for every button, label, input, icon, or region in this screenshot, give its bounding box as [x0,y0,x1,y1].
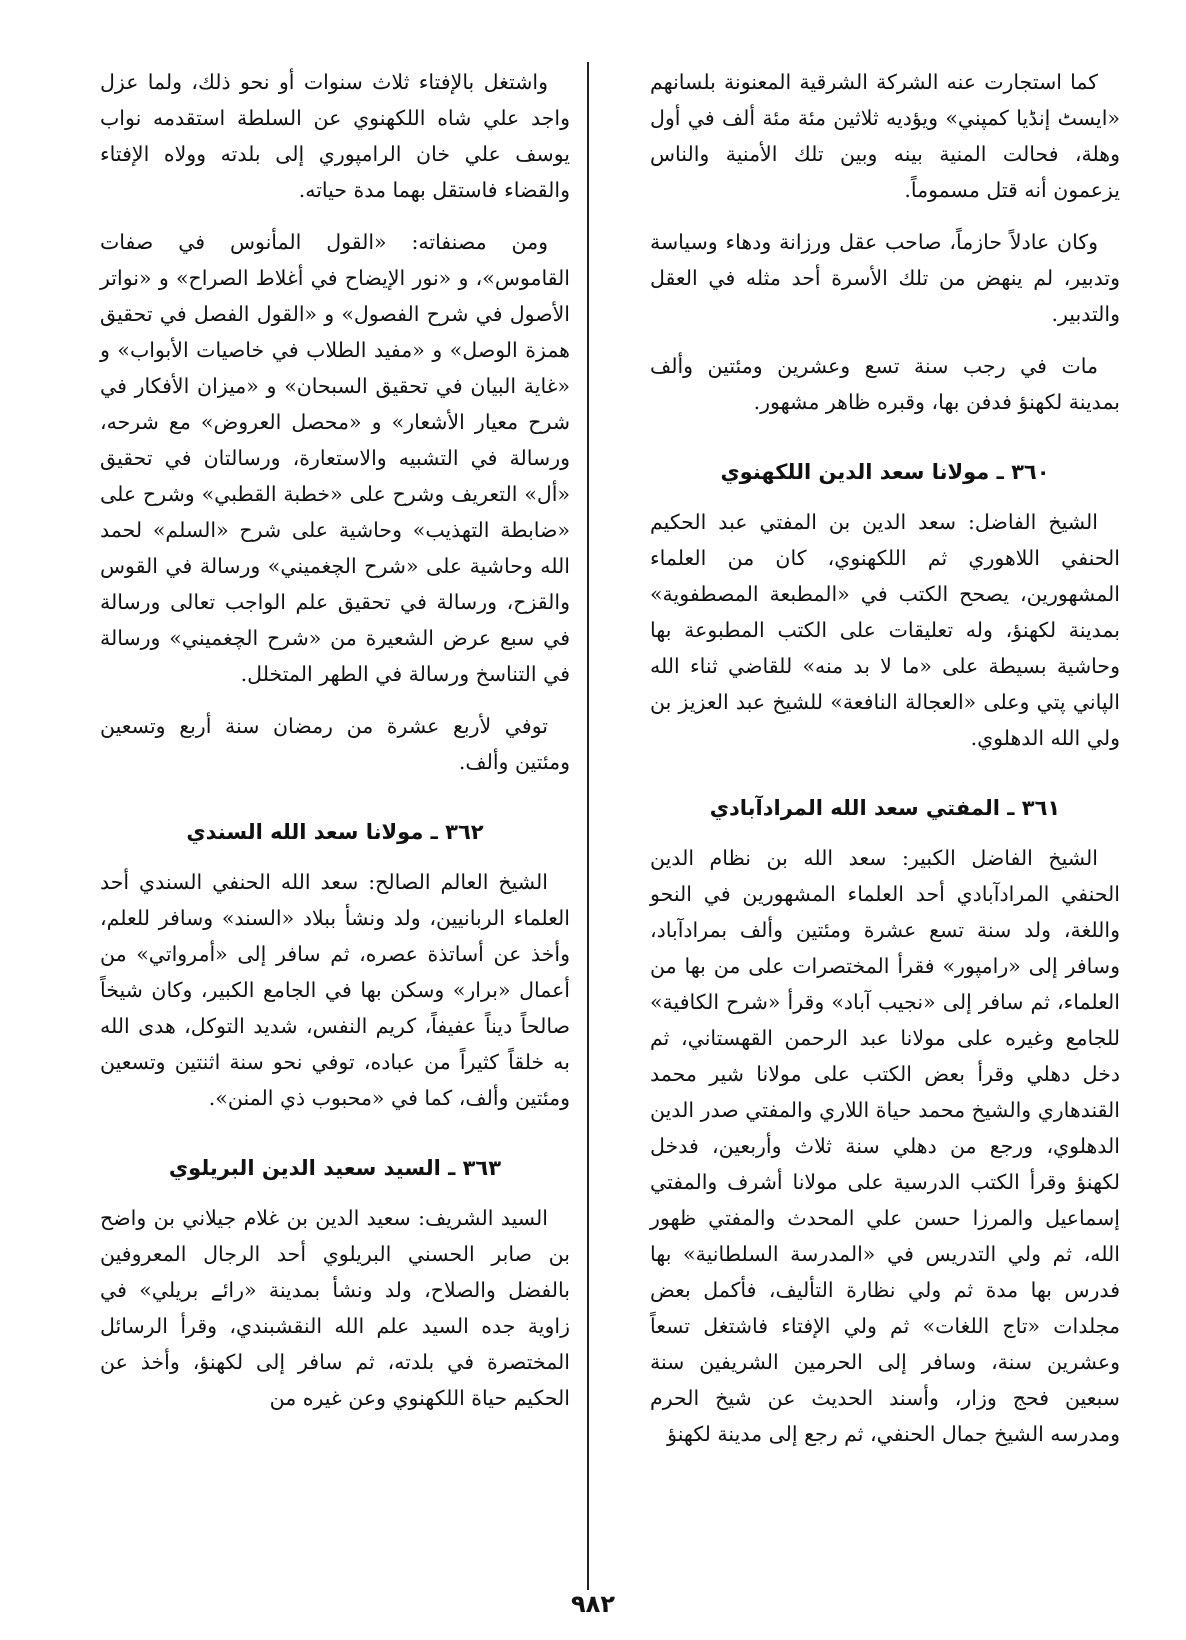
paragraph: ومن مصنفاته: «القول المأنوس في صفات القاموس»، و «نور الإيضاح في أغلاط الصراح» و «نواتر الأصول في شرح الفصول» و «القول الفصل في تحقيق همزة الوصل» و «مفيد الطلاب في خاصيات الأبواب» و «غاية البيان في تحقيق السبحان» و «ميزان الأفكار في شرح معيار الأشعار» و «محصل العروض» مع شرحه، ورسالة في التشبيه والاستعارة، ورسالتان في تحقيق «أل» التعريف وشرح على «خطبة القطبي» وشرح على «ضابطة التهذيب» وحاشية على شرح «السلم» لحمد الله وحاشية على «شرح الچغميني» ورسالة في القوس والقزح، ورسالة في تحقيق علم الواجب تعالى ورسالة في سبع عرض الشعيرة من «شرح الچغميني» ورسالة في التناسخ ورسالة في الطهر المتخلل. [100,230,570,686]
paragraph: الشيخ الفاضل: سعد الدين بن المفتي عبد الحكيم الحنفي اللاهوري ثم اللكهنوي، كان من العلماء المشهورين، يصحح الكتب في «المطبعة المصطفوية» بمدينة لكهنؤ، وله تعليقات على الكتب المطبوعة بها وحاشية بسيطة على «ما لا بد منه» للقاضي ثناء الله الپاني پتي وعلى «العجالة النافعة» للشيخ عبد العزيز بن ولي الله الدهلوي. [650,510,1120,750]
entry-heading-362: ٣٦٢ ـ مولانا سعد الله السندي [186,820,484,844]
column-divider [587,62,589,1590]
paragraph: مات في رجب سنة تسع وعشرين ومئتين وألف بمدينة لكهنؤ فدفن بها، وقبره ظاهر مشهور. [650,354,1120,414]
paragraph: وكان عادلاً حازماً، صاحب عقل ورزانة ودهاء وسياسة وتدبير، لم ينهض من تلك الأسرة أحد مثله في العقل والتدبير. [650,230,1120,326]
paragraph: توفي لأربع عشرة من رمضان سنة أربع وتسعين ومئتين وألف. [100,714,570,774]
paragraph: الشيخ الفاضل الكبير: سعد الله بن نظام الدين الحنفي المرادآبادي أحد العلماء المشهورين في النحو واللغة، ولد سنة تسع عشرة ومئتين وألف بمرادآباد، وسافر إلى «رامپور» فقرأ المختصرات على من بها من العلماء، ثم سافر إلى «نجيب آباد» وقرأ «شرح الكافية» للجامع وغيره على مولانا عبد الرحمن القهستاني، ثم دخل دهلي وقرأ بعض الكتب على مولانا شير محمد القندهاري والشيخ محمد حياة اللاري والمفتي صدر الدين الدهلوي، ورجع من دهلي سنة ثلاث وأربعين، فدخل لكهنؤ وقرأ الكتب الدرسية على مولانا أشرف والمفتي إسماعيل والمرزا حسن علي المحدث والمفتي ظهور الله، ثم ولي التدريس في «المدرسة السلطانية» بها فدرس بها مدة ثم ولي نظارة التأليف، فأكمل بعض مجلدات «تاج اللغات» ثم ولي الإفتاء فاشتغل تسعاً وعشرين سنة، وسافر إلى الحرمين الشريفين سنة سبعين فحج وزار، وأسند الحديث عن شيخ الحرم ومدرسه الشيخ جمال الحنفي، ثم رجع إلى مدينة لكهنؤ [650,846,1120,1446]
right-column [650,64,1120,1468]
paragraph: السيد الشريف: سعيد الدين بن غلام جيلاني بن واضح بن صابر الحسني البريلوي أحد الرجال المعروفين بالفضل والصلاح، ولد ونشأ بمدينة «رائے بريلي» في زاوية جده السيد علم الله النقشبندي، وقرأ الرسائل المختصرة في بلدته، ثم سافر إلى لكهنؤ، وأخذ عن الحكيم حياة اللكهنوي وعن غيره من [100,1206,570,1410]
paragraph: الشيخ العالم الصالح: سعد الله الحنفي السندي أحد العلماء الربانيين، ولد ونشأ ببلاد «السند» وسافر للعلم، وأخذ عن أساتذة عصره، ثم سافر إلى «أمرواتي» من أعمال «برار» وسكن بها في الجامع الكبير، وكان شيخاً صالحاً ديناً عفيفاً، كريم النفس، شديد التوكل، هدى الله به خلقاً كثيراً من عباده، توفي نحو سنة اثنتين وتسعين ومئتين وألف، كما في «محبوب ذي المنن». [100,870,570,1110]
paragraph: واشتغل بالإفتاء ثلاث سنوات أو نحو ذلك، ولما عزل واجد علي شاه اللكهنوي عن السلطة استقدمه نواب يوسف علي خان الرامپوري إلى بلدته وولاه الإفتاء والقضاء فاستقل بهما مدة حياته. [100,70,570,202]
entry-heading-360: ٣٦٠ ـ مولانا سعد الدين اللكهنوي [720,460,1050,484]
page-number: ٩٨٢ [571,1590,615,1618]
entry-heading-363: ٣٦٣ ـ السيد سعيد الدين البريلوي [168,1156,502,1180]
entry-heading-361: ٣٦١ ـ المفتي سعد الله المرادآبادي [709,796,1061,820]
left-column [100,64,570,1432]
paragraph: كما استجارت عنه الشركة الشرقية المعنونة بلسانهم «ايسٹ إنڈيا كمپني» ويؤديه ثلاثين مئة مئة ألف في أول وهلة، فحالت المنية بينه وبين تلك الأمنية والناس يزعمون أنه قتل مسموماً. [650,70,1120,202]
